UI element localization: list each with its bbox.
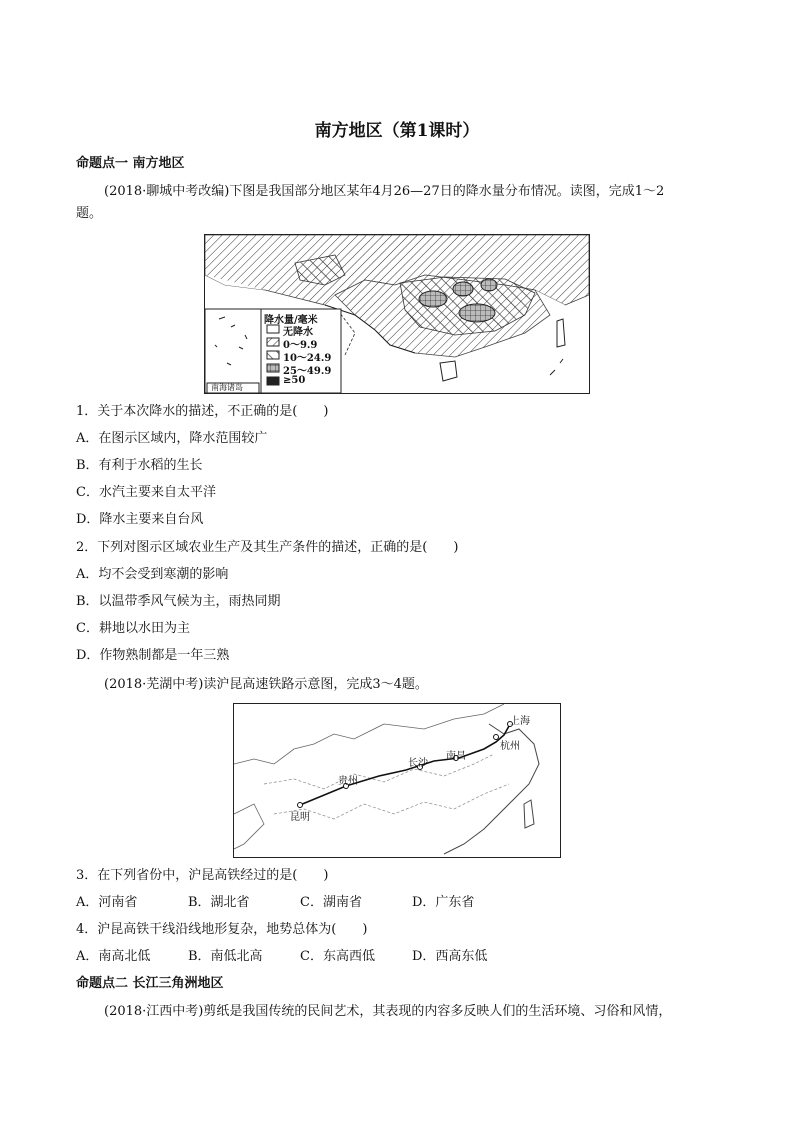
- question-1: 1．关于本次降水的描述，不正确的是( ): [76, 404, 329, 419]
- city-label-hangzhou: 杭州: [500, 741, 520, 752]
- question-3-option-a: A．河南省: [76, 895, 138, 910]
- question-2-option-b: B．以温带季风气候为主，雨热同期: [76, 594, 281, 609]
- intro-1-line-1: (2018·聊城中考改编)下图是我国部分地区某年4月26—27日的降水量分布情况。读图，完成1～2: [104, 184, 665, 199]
- question-2-option-a: A．均不会受到寒潮的影响: [76, 567, 229, 582]
- question-4: 4．沪昆高铁干线沿线地形复杂，地势总体为( ): [76, 922, 368, 937]
- city-label-kunming: 昆明: [290, 812, 310, 823]
- page-title: 南方地区（第1课时）: [314, 121, 480, 141]
- question-1-option-c: C．水汽主要来自太平洋: [76, 485, 216, 500]
- legend-item: 无降水: [283, 327, 313, 338]
- legend-item: 10～24.9: [283, 353, 332, 364]
- intro-2: (2018·芜湖中考)读沪昆高速铁路示意图，完成3～4题。: [104, 677, 428, 692]
- inset-label: 南海诸岛: [211, 383, 243, 392]
- precipitation-map: [204, 234, 590, 394]
- intro-3: (2018·江西中考)剪纸是我国传统的民间艺术，其表现的内容多反映人们的生活环境、习俗和风情，: [104, 1004, 672, 1019]
- section-heading-2: 命题点二 长江三角洲地区: [76, 976, 224, 991]
- city-label-shanghai: 上海: [510, 716, 530, 727]
- legend-item: 0～9.9: [283, 340, 318, 351]
- legend-item: ≥50: [283, 375, 306, 386]
- section-heading-1: 命题点一 南方地区: [76, 156, 185, 171]
- legend-title: 降水量/毫米: [264, 315, 318, 326]
- question-3: 3．在下列省份中，沪昆高铁经过的是( ): [76, 868, 329, 883]
- question-2: 2．下列对图示区域农业生产及其生产条件的描述，正确的是( ): [76, 540, 459, 555]
- question-1-option-a: A．在图示区域内，降水范围较广: [76, 431, 268, 446]
- city-label-nanchang: 南昌: [446, 751, 466, 762]
- question-4-option-d: D．西高东低: [412, 949, 488, 964]
- city-label-changsha: 长沙: [408, 758, 428, 769]
- question-4-options: [76, 947, 524, 967]
- question-3-options: [76, 893, 524, 913]
- intro-1-line-2: 题。: [76, 206, 103, 221]
- question-1-option-b: B．有利于水稻的生长: [76, 458, 203, 473]
- question-2-option-d: D．作物熟制都是一年三熟: [76, 648, 230, 663]
- question-4-option-a: A．南高北低: [76, 949, 151, 964]
- question-4-option-b: B．南低北高: [188, 949, 263, 964]
- legend-item: 25～49.9: [283, 366, 332, 377]
- question-3-option-b: B．湖北省: [188, 895, 250, 910]
- question-3-option-c: C．湖南省: [300, 895, 362, 910]
- question-2-option-c: C．耕地以水田为主: [76, 621, 190, 636]
- question-3-option-d: D．广东省: [412, 895, 475, 910]
- railway-map: [233, 703, 561, 858]
- city-label-guizhou: 贵州: [338, 776, 358, 787]
- question-1-option-d: D．降水主要来自台风: [76, 512, 204, 527]
- question-4-option-c: C．东高西低: [300, 949, 375, 964]
